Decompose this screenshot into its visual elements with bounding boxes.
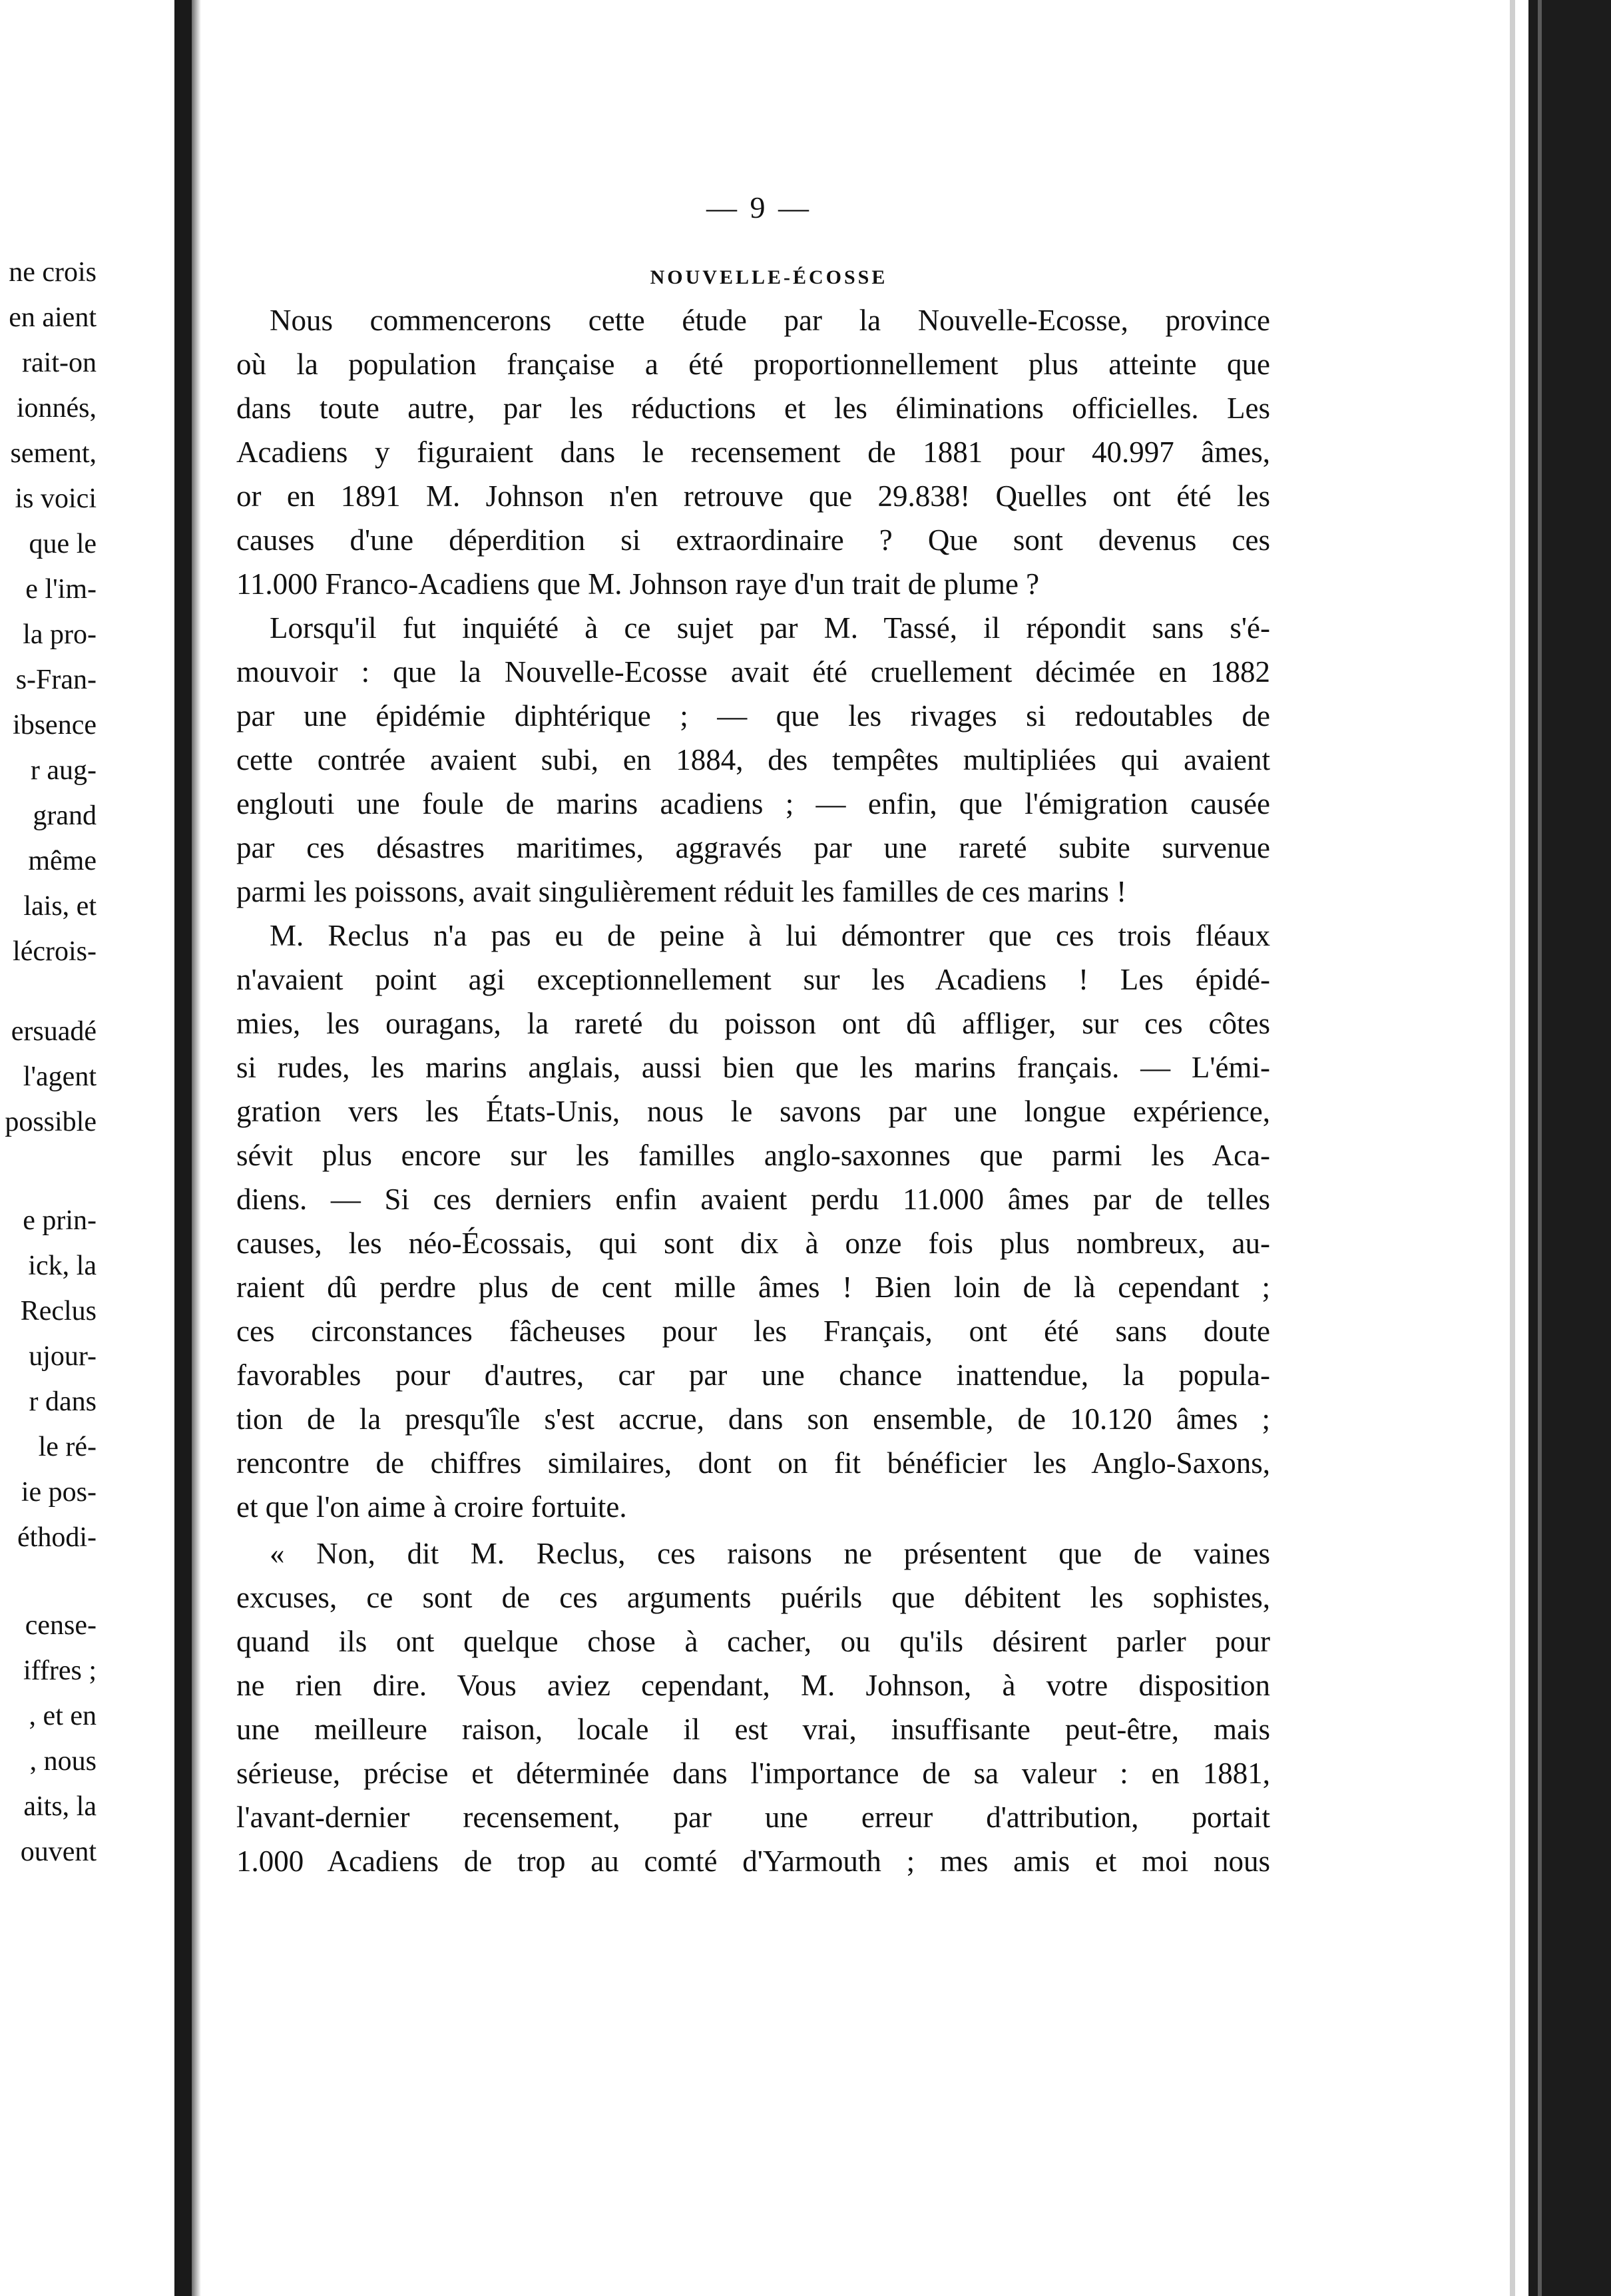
left-fragment: Reclus <box>20 1296 97 1326</box>
left-fragment: ie pos- <box>21 1477 97 1508</box>
text-line: n'avaient point agi exceptionnellement sur les Acadiens ! Les épidé- <box>236 963 1270 996</box>
left-fragment: , nous <box>29 1746 97 1777</box>
left-fragment: , et en <box>29 1701 97 1731</box>
left-fragment: lais, et <box>23 891 97 922</box>
left-fragment: ouvent <box>20 1837 97 1867</box>
left-fragment: possible <box>5 1107 97 1137</box>
text-line: causes, les néo-Écossais, qui sont dix à onze fois plus nombreux, au- <box>236 1227 1270 1260</box>
left-fragment: rait-on <box>22 348 97 378</box>
text-line: dans toute autre, par les réductions et les éliminations officielles. Les <box>236 392 1270 425</box>
text-line: gration vers les États-Unis, nous le savons par une longue expérience, <box>236 1095 1270 1128</box>
text-line: diens. — Si ces derniers enfin avaient perdu 11.000 âmes par de telles <box>236 1183 1270 1216</box>
text-line: Acadiens y figuraient dans le recensement de 1881 pour 40.997 âmes, <box>236 435 1270 469</box>
text-line: M. Reclus n'a pas eu de peine à lui démontrer que ces trois fléaux <box>270 919 1270 952</box>
section-title: NOUVELLE-ÉCOSSE <box>650 266 888 288</box>
left-fragment: e l'im- <box>25 574 97 605</box>
text-line: sérieuse, précise et déterminée dans l'importance de sa valeur : en 1881, <box>236 1757 1270 1790</box>
text-line: or en 1891 M. Johnson n'en retrouve que 29.838! Quelles ont été les <box>236 479 1270 513</box>
text-line: causes d'une déperdition si extraordinaire ? Que sont devenus ces <box>236 523 1270 557</box>
text-line: cette contrée avaient subi, en 1884, des tempêtes multipliées qui avaient <box>236 743 1270 776</box>
left-fragment: aits, la <box>23 1791 97 1822</box>
left-fragment: le ré- <box>38 1432 97 1462</box>
binding-shadow <box>192 0 201 2296</box>
left-fragment: cense- <box>25 1610 97 1641</box>
text-line: sévit plus encore sur les familles anglo-saxonnes que parmi les Aca- <box>236 1139 1270 1172</box>
text-line: favorables pour d'autres, car par une chance inattendue, la popula- <box>236 1358 1270 1392</box>
text-line: l'avant-dernier recensement, par une erreur d'attribution, portait <box>236 1801 1270 1834</box>
text-line: rencontre de chiffres similaires, dont on fit bénéficier les Anglo-Saxons, <box>236 1446 1270 1480</box>
text-line: « Non, dit M. Reclus, ces raisons ne présentent que de vaines <box>270 1537 1270 1570</box>
left-fragment: ibsence <box>13 710 97 740</box>
page-number: — 9 — <box>706 190 811 224</box>
binding-gutter <box>174 0 192 2296</box>
left-fragment: sement, <box>10 438 97 469</box>
left-fragment: is voici <box>15 483 97 514</box>
text-line: une meilleure raison, locale il est vrai, insuffisante peut-être, mais <box>236 1713 1270 1746</box>
left-fragment: grand <box>33 800 97 831</box>
text-line: 1.000 Acadiens de trop au comté d'Yarmouth ; mes amis et moi nous <box>236 1845 1270 1878</box>
left-fragment: iffres ; <box>23 1655 97 1686</box>
left-fragment: ne crois <box>9 257 97 288</box>
left-fragment: ujour- <box>29 1341 97 1372</box>
left-fragment: lécrois- <box>13 936 97 967</box>
text-line: mies, les ouragans, la rareté du poisson ont dû affliger, sur ces côtes <box>236 1007 1270 1040</box>
text-line: ne rien dire. Vous aviez cependant, M. Johnson, à votre disposition <box>236 1669 1270 1702</box>
left-fragment: e prin- <box>23 1205 97 1236</box>
text-line: 11.000 Franco-Acadiens que M. Johnson raye d'un trait de plume ? <box>236 567 1040 601</box>
left-fragment: éthodi- <box>17 1522 97 1553</box>
text-line: parmi les poissons, avait singulièrement réduit les familles de ces marins ! <box>236 875 1127 908</box>
text-line: et que l'on aime à croire fortuite. <box>236 1490 627 1524</box>
left-fragment: r aug- <box>30 755 97 786</box>
text-line: si rudes, les marins anglais, aussi bien que les marins français. — L'émi- <box>236 1051 1270 1084</box>
text-line: englouti une foule de marins acadiens ; — enfin, que l'émigration causée <box>236 787 1270 820</box>
text-line: quand ils ont quelque chose à cacher, ou qu'ils désirent parler pour <box>236 1625 1270 1658</box>
page-edge <box>1510 0 1515 2296</box>
text-line: Nous commencerons cette étude par la Nouvelle-Ecosse, province <box>270 304 1270 337</box>
text-line: raient dû perdre plus de cent mille âmes ! Bien loin de là cependant ; <box>236 1271 1270 1304</box>
text-line: tion de la presqu'île s'est accrue, dans son ensemble, de 10.120 âmes ; <box>236 1402 1270 1436</box>
left-fragment: ick, la <box>28 1251 97 1281</box>
book-edge-stripe <box>1538 0 1542 2296</box>
left-fragment: ersuadé <box>11 1016 97 1047</box>
left-fragment: l'agent <box>23 1061 97 1092</box>
page-edge-gap <box>1515 0 1528 2296</box>
left-fragment: ionnés, <box>16 393 97 424</box>
text-line: par une épidémie diphtérique ; — que les rivages si redoutables de <box>236 699 1270 732</box>
left-fragment: même <box>28 846 97 876</box>
text-line: Lorsqu'il fut inquiété à ce sujet par M. Tassé, il répondit sans s'é- <box>270 611 1270 645</box>
text-line: où la population française a été proportionnellement plus atteinte que <box>236 348 1270 381</box>
text-line: ces circonstances fâcheuses pour les Français, ont été sans doute <box>236 1314 1270 1348</box>
left-fragment: que le <box>29 529 97 559</box>
text-line: par ces désastres maritimes, aggravés par une rareté subite survenue <box>236 831 1270 864</box>
left-fragment: en aient <box>9 302 97 333</box>
left-fragment: s-Fran- <box>15 665 97 695</box>
left-fragment: la pro- <box>23 619 97 650</box>
text-line: mouvoir : que la Nouvelle-Ecosse avait été cruellement décimée en 1882 <box>236 655 1270 689</box>
left-fragment: r dans <box>29 1386 97 1417</box>
text-line: excuses, ce sont de ces arguments puérils que débitent les sophistes, <box>236 1581 1270 1614</box>
